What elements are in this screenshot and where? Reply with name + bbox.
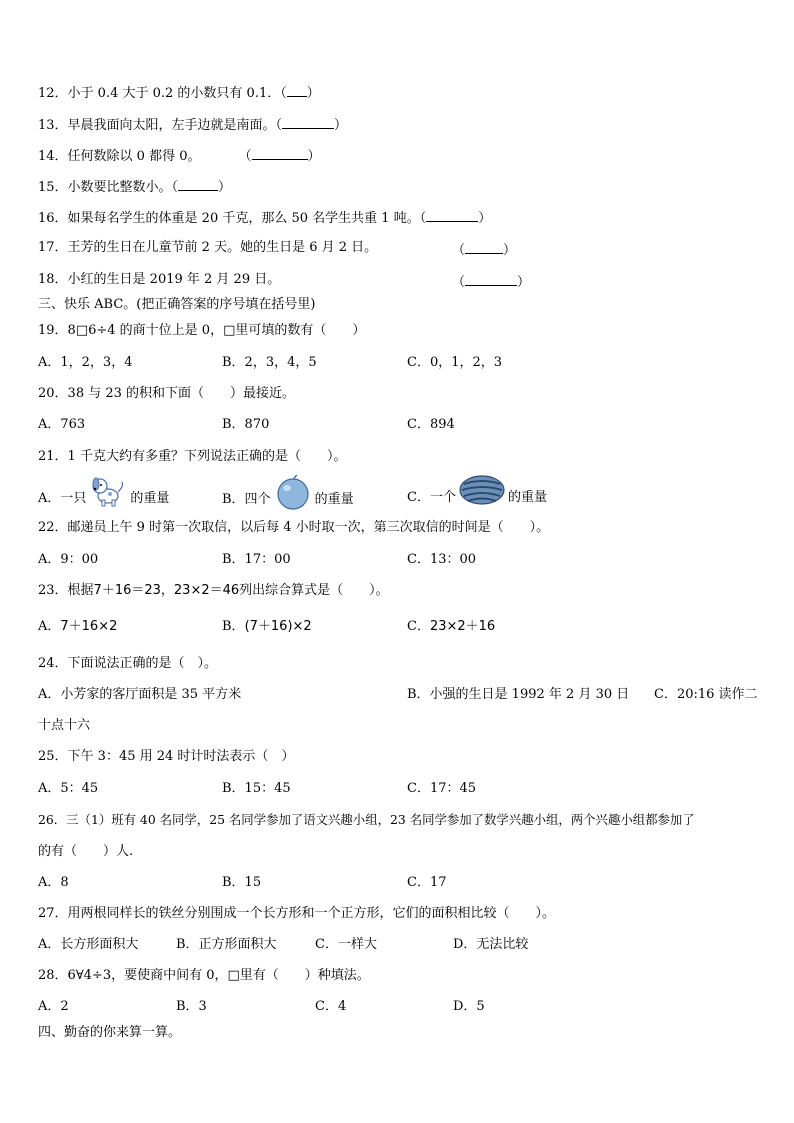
option-d[interactable]: D．无法比较 [453,937,529,952]
question-19: 19．8□6÷4 的商十位上是 0，□里可填的数有（ ） [38,323,366,338]
option-c[interactable]: C．20:16 读作二 [654,687,758,702]
option-a[interactable]: A．2 [38,999,69,1014]
question-14: 14．任何数除以 0 都得 0。 （ ） [38,145,321,166]
option-c[interactable]: C．0，1，2，3 [407,355,503,370]
section-title-3: 三、快乐 ABC。(把正确答案的序号填在括号里) [38,297,316,312]
option-b[interactable]: B．15 [222,875,262,890]
answer-blank[interactable] [287,82,307,97]
option-a[interactable]: A．5：45 [38,781,99,796]
option-c[interactable]: C．13：00 [407,552,477,567]
option-b[interactable]: B．17：00 [222,552,291,567]
option-b[interactable]: B．(7＋16)×2 [222,619,312,634]
answer-blank[interactable] [178,176,218,191]
option-a[interactable]: A．8 [38,875,69,890]
question-27: 27．用两根同样长的铁丝分别围成一个长方形和一个正方形，它们的面积相比较（ ）。 [38,906,556,921]
answer-paren-17: （ ） [452,239,516,260]
option-b[interactable]: B．2，3，4，5 [222,355,317,370]
option-c[interactable]: C．一个 的重量 [407,474,547,521]
question-28: 28．6∀4÷3，要使商中间有 0，□里有（ ）种填法。 [38,968,370,983]
option-c[interactable]: C．17 [407,875,447,890]
answer-blank[interactable] [426,207,478,222]
option-c[interactable]: C．17：45 [407,781,477,796]
question-21: 21．1 千克大约有多重？下列说法正确的是（ ）。 [38,449,347,464]
question-17: 17．王芳的生日在儿童节前 2 天。她的生日是 6 月 2 日。 [38,240,378,255]
question-25: 25．下午 3：45 用 24 时计时法表示（ ） [38,749,295,764]
option-c-continued: 十点十六 [38,718,91,733]
watermelon-icon [458,474,506,521]
option-a[interactable]: A．9：00 [38,552,99,567]
question-26-continued: 的有（ ）人. [38,844,134,859]
answer-blank[interactable] [282,114,334,129]
question-24: 24．下面说法正确的是（ ）。 [38,656,218,671]
answer-blank[interactable] [465,239,503,254]
option-a[interactable]: A．1，2，3，4 [38,355,133,370]
puppy-icon [88,474,128,523]
option-b[interactable]: B．四个 的重量 [222,474,354,525]
question-16: 16．如果每名学生的体重是 20 千克，那么 50 名学生共重 1 吨。（ ） [38,207,491,228]
option-b[interactable]: B．870 [222,417,270,432]
option-a[interactable]: A．763 [38,417,86,432]
answer-blank[interactable] [465,271,517,286]
option-d[interactable]: D．5 [453,999,485,1014]
question-12: 12．小于 0.4 大于 0.2 的小数只有 0.1．（ ） [38,82,320,103]
answer-blank[interactable] [252,145,308,160]
option-b[interactable]: B．正方形面积大 [176,937,277,952]
answer-paren-18: （ ） [452,271,530,292]
question-18: 18．小红的生日是 2019 年 2 月 29 日。 [38,272,281,287]
option-c[interactable]: C．4 [315,999,347,1014]
option-c[interactable]: C．23×2＋16 [407,619,496,634]
option-b[interactable]: B．15：45 [222,781,291,796]
option-c[interactable]: C．894 [407,417,455,432]
option-a[interactable]: A．长方形面积大 [38,937,139,952]
option-b[interactable]: B．小强的生日是 1992 年 2 月 30 日 [407,687,630,702]
section-title-4: 四、勤奋的你来算一算。 [38,1025,182,1040]
option-b[interactable]: B．3 [176,999,207,1014]
question-23: 23．根据7＋16＝23，23×2＝46列出综合算式是（ ）。 [38,583,389,598]
question-22: 22．邮递员上午 9 时第一次取信，以后每 4 小时取一次，第三次取信的时间是（ ）。 [38,520,550,535]
option-a[interactable]: A．一只 的重量 [38,474,169,523]
question-26: 26．三（1）班有 40 名同学，25 名同学参加了语文兴趣小组，23 名同学参加了数学兴趣小组，两个兴趣小组都参加了 [38,812,695,827]
question-20: 20．38 与 23 的积和下面（ ）最接近。 [38,386,296,401]
question-15: 15．小数要比整数小。（ ） [38,176,231,197]
option-c[interactable]: C．一样大 [315,937,377,952]
option-a[interactable]: A．小芳家的客厅面积是 35 平方米 [38,687,242,702]
question-13: 13．早晨我面向太阳，左手边就是南面。（ ） [38,114,347,135]
apple-icon [273,474,313,525]
option-a[interactable]: A．7＋16×2 [38,619,118,634]
